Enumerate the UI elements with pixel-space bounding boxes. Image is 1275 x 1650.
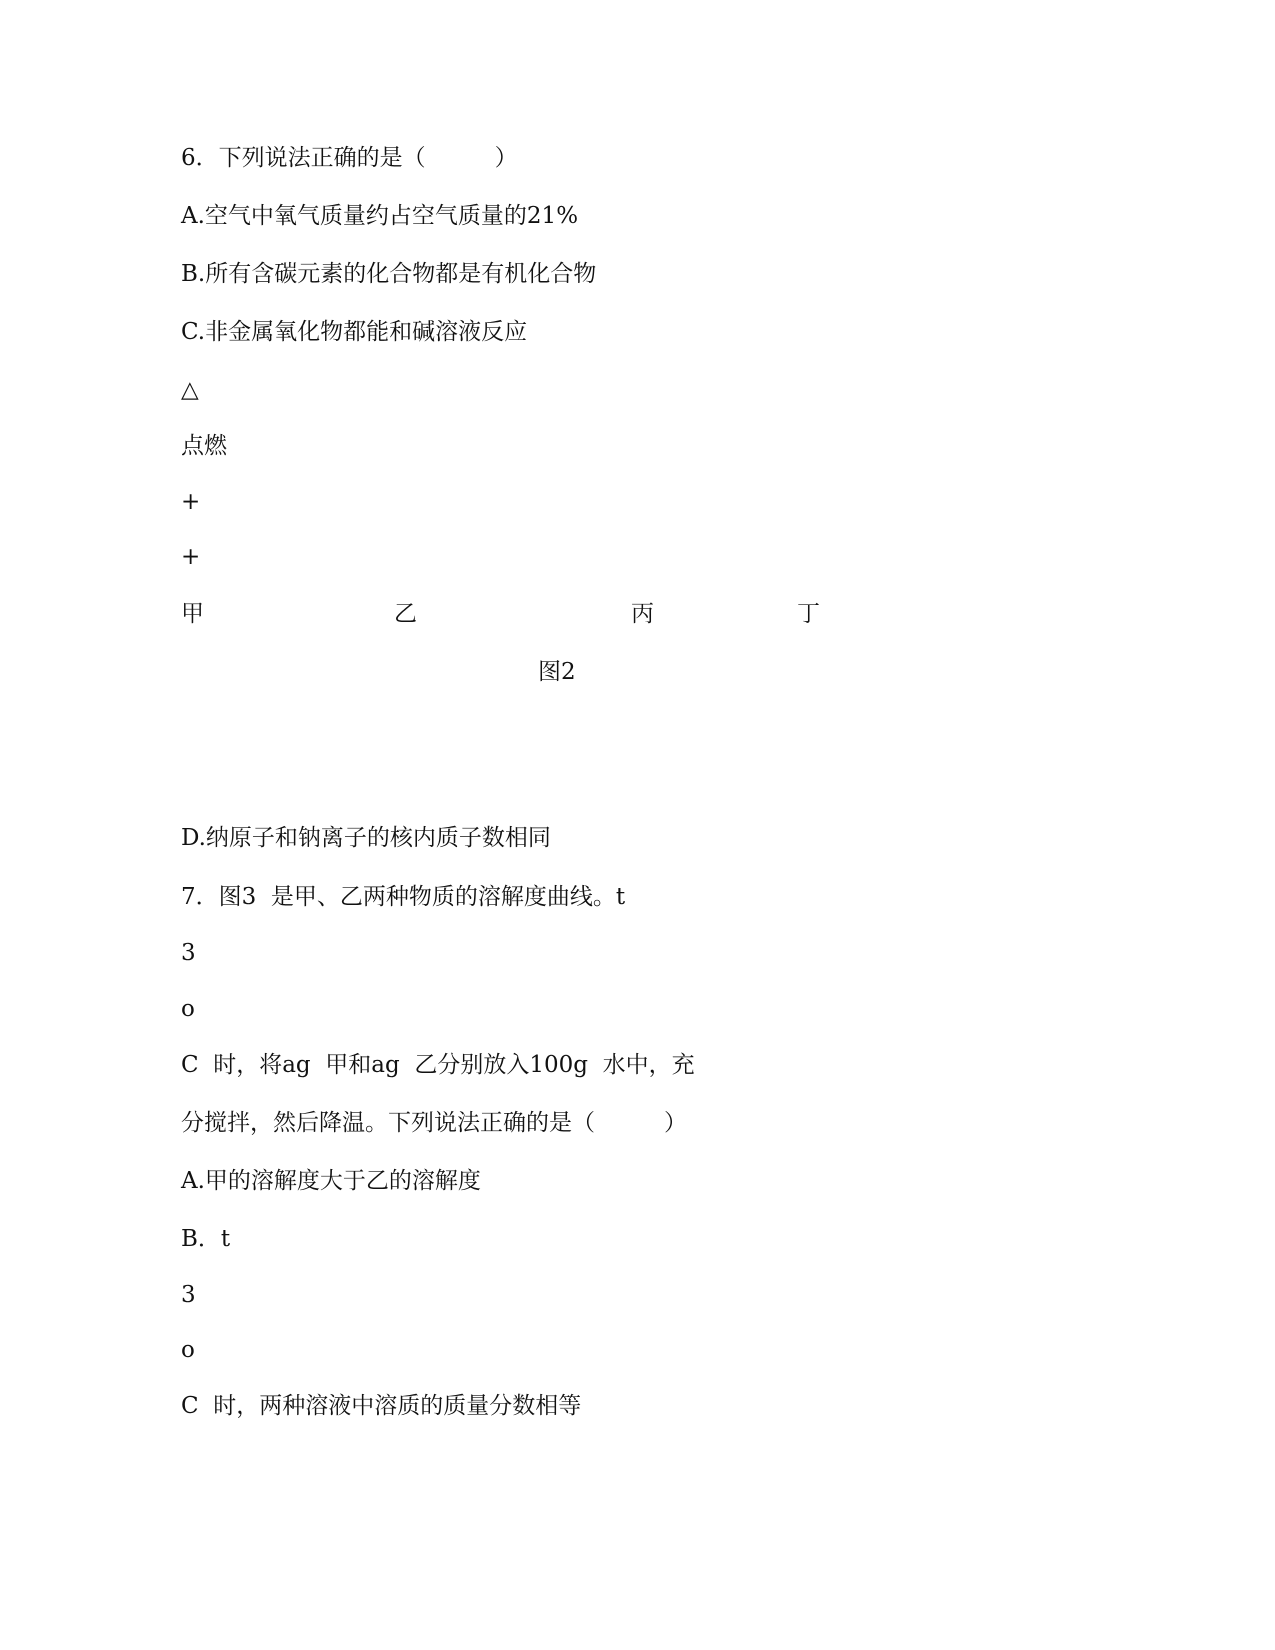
question-7-option-b-start: B．t — [181, 1226, 231, 1252]
figure-label-ding: 丁 — [797, 601, 820, 627]
question-6-option-b: B.所有含碳元素的化合物都是有机化合物 — [181, 261, 597, 287]
question-6-option-c: C.非金属氧化物都能和碱溶液反应 — [181, 319, 528, 345]
plus-sign-1: + — [181, 489, 201, 515]
question-7-stem-line-1: 7．图3 是甲、乙两种物质的溶解度曲线。t — [181, 884, 626, 910]
degree-symbol: o — [181, 996, 195, 1022]
question-6-stem: 6．下列说法正确的是（ ） — [181, 145, 518, 171]
figure-label-bing: 丙 — [631, 601, 654, 627]
temperature-subscript-3: 3 — [181, 940, 196, 966]
question-7-stem-line-3: 分搅拌，然后降温。下列说法正确的是（ ） — [181, 1110, 687, 1136]
question-6-option-a: A.空气中氧气质量约占空气质量的21% — [181, 203, 579, 229]
figure-2-caption: 图2 — [538, 659, 576, 685]
figure-label-yi: 乙 — [394, 601, 417, 627]
option-b-subscript-3: 3 — [181, 1282, 196, 1308]
question-7-option-a: A.甲的溶解度大于乙的溶解度 — [181, 1168, 481, 1194]
option-b-degree-symbol: o — [181, 1337, 195, 1363]
plus-sign-2: + — [181, 544, 201, 570]
heat-delta-symbol: △ — [181, 377, 199, 403]
ignite-condition: 点燃 — [181, 433, 227, 459]
question-7-stem-line-2: C 时，将ag 甲和ag 乙分别放入100g 水中，充 — [181, 1052, 695, 1078]
question-7-option-b-rest: C 时，两种溶液中溶质的质量分数相等 — [181, 1393, 582, 1419]
figure-label-jia: 甲 — [181, 601, 204, 627]
question-6-option-d: D.纳原子和钠离子的核内质子数相同 — [181, 825, 551, 851]
